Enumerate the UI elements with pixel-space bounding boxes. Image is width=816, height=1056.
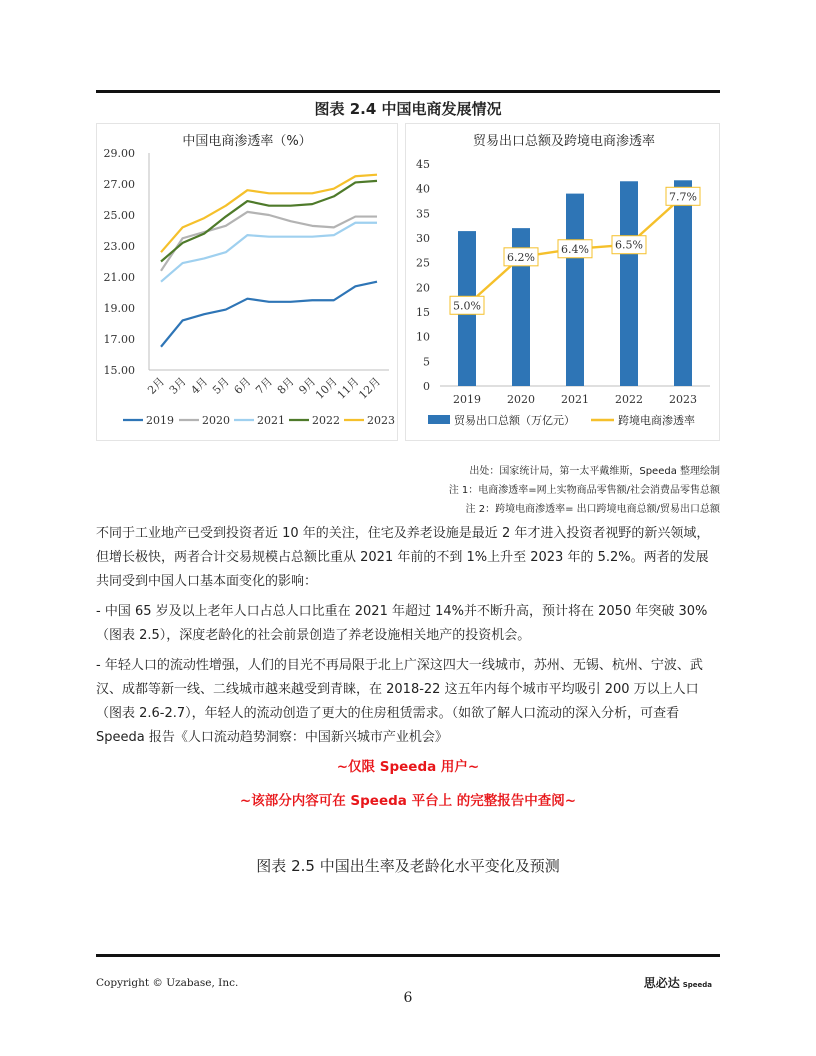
brand-logo [644, 974, 712, 991]
x-tick-label: 8月 [274, 374, 297, 397]
note-1: 注 1：电商渗透率=网上实物商品零售额/社会消费品零售总额 [448, 485, 720, 496]
bar-2021 [566, 194, 584, 386]
restricted-detail: ~该部分内容可在 Speeda 平台上 的完整报告中查阅~ [239, 793, 577, 809]
note-2: 注 2：跨境电商渗透率= 出口跨境电商总额/贸易出口总额 [465, 504, 720, 515]
y-tick-label: 0 [423, 380, 430, 393]
page-number: 6 [403, 990, 413, 1006]
legend-label-2022: 2022 [312, 414, 340, 427]
y-tick-label: 5 [423, 355, 430, 369]
y-tick-label: 40 [416, 182, 430, 196]
body-paragraph-3: - 年轻人口的流动性增强，人们的目光不再局限于北上广深这四大一线城市，苏州、无锡、杭州、宁波、武汉、成都等新一线、二线城市越来越受到青睐，在 2018-22 这五年内每个城市平均吸引 200 万以上人口（图表 2.6-2.7），年轻人的流动创造了更大的住房租赁需求。（如欲了解人口流动的深入分析，可查看 Speeda 报告《人口流动趋势洞察：中国新兴城市产业机会》 [96, 658, 703, 745]
brand-small: Speeda [682, 981, 712, 989]
y-tick-label: 25 [416, 256, 430, 270]
body-paragraph-2: - 中国 65 岁及以上老年人口占总人口比重在 2021 年超过 14%并不断升高，预计将在 2050 年突破 30%（图表 2.5），深度老龄化的社会前景创造了养老设施相关地产的投资机会。 [96, 604, 708, 643]
chart-title: 贸易出口总额及跨境电商渗透率 [472, 134, 656, 149]
x-tick-label: 5月 [210, 374, 232, 397]
figure-title: 图表 2.4 中国电商发展情况 [314, 100, 502, 118]
bar-2023 [674, 180, 692, 386]
y-tick-label: 25.00 [103, 209, 135, 222]
x-tick-label: 2月 [145, 374, 168, 397]
data-label: 6.5% [615, 238, 643, 252]
data-label: 6.4% [561, 242, 589, 256]
chart-title: 中国电商渗透率（%） [182, 134, 312, 149]
legend-swatch-bar [428, 415, 450, 424]
legend-label-2021: 2021 [257, 414, 285, 427]
x-tick-label: 12月 [356, 374, 384, 402]
data-label: 5.0% [453, 299, 481, 313]
y-tick-label: 27.00 [103, 178, 135, 191]
y-tick-label: 21.00 [103, 271, 135, 284]
y-tick-label: 30 [416, 232, 430, 245]
x-tick-label: 9月 [296, 374, 319, 397]
y-tick-label: 23.00 [103, 240, 135, 253]
x-tick-label: 10月 [313, 374, 340, 402]
bottom-rule [96, 954, 720, 957]
source-note: 出处：国家统计局，第一太平戴维斯，Speeda 整理绘制 [469, 466, 720, 477]
x-tick-label: 2019 [453, 393, 481, 406]
bar-2022 [620, 181, 638, 386]
y-tick-label: 15.00 [103, 364, 135, 377]
restricted-notice: ~仅限 Speeda 用户~ [336, 759, 480, 775]
series-line-2019 [161, 282, 377, 347]
y-tick-label: 35 [416, 207, 430, 221]
x-tick-label: 11月 [334, 374, 362, 402]
chart-ecommerce-penetration [97, 124, 397, 440]
x-tick-label: 2021 [561, 393, 589, 406]
x-tick-label: 2023 [669, 393, 697, 406]
series-line-2021 [161, 223, 377, 282]
figure-2-title: 图表 2.5 中国出生率及老龄化水平变化及预测 [256, 857, 560, 875]
legend-label-2019: 2019 [146, 414, 174, 427]
y-tick-label: 15 [416, 306, 430, 319]
y-tick-label: 45 [416, 158, 430, 171]
y-tick-label: 10 [416, 330, 430, 344]
y-tick-label: 29.00 [103, 147, 135, 160]
x-tick-label: 3月 [166, 374, 189, 397]
x-tick-label: 6月 [231, 374, 254, 397]
x-tick-label: 7月 [253, 374, 276, 397]
legend-label-2023: 2023 [367, 414, 395, 427]
y-tick-label: 19.00 [103, 302, 135, 315]
x-tick-label: 2022 [615, 393, 643, 406]
legend-label-2020: 2020 [202, 414, 230, 427]
series-line-2023 [161, 175, 377, 253]
legend-label-line: 跨境电商渗透率 [618, 414, 695, 427]
data-label: 7.7% [669, 190, 697, 204]
x-tick-label: 4月 [188, 374, 211, 397]
y-tick-label: 20 [416, 281, 430, 295]
brand-name: 思必达 [643, 976, 680, 990]
body-paragraph-1: 不同于工业地产已受到投资者近 10 年的关注，住宅及养老设施是最近 2 年才进入投资者视野的新兴领域，但增长极快，两者合计交易规模占总额比重从 2021 年前的不到 1%上升至 2023 年的 5.2%。两者的发展共同受到中国人口基本面变化的影响： [96, 526, 710, 589]
top-rule [96, 90, 720, 93]
data-label: 6.2% [507, 250, 535, 264]
copyright: Copyright © Uzabase, Inc. [96, 977, 239, 989]
chart-panel-penetration [96, 123, 398, 441]
chart-panel-trade [405, 123, 720, 441]
legend-label-bar: 贸易出口总额（万亿元） [454, 414, 575, 427]
x-tick-label: 2020 [507, 393, 535, 406]
series-line-2020 [161, 212, 377, 271]
chart-trade-exports [406, 124, 719, 440]
y-tick-label: 17.00 [103, 333, 135, 346]
